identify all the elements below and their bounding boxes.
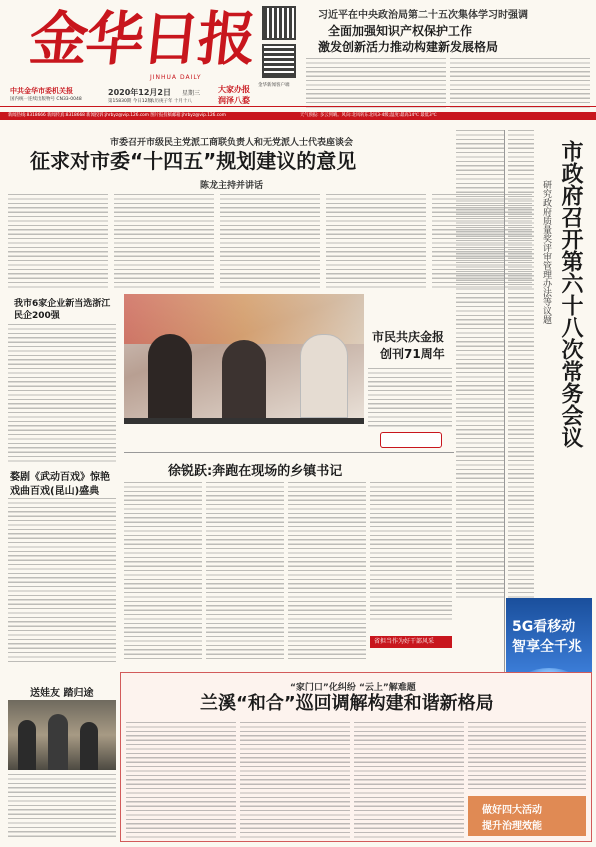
- bottom-story-body: [354, 722, 464, 838]
- issue-number: 第15830期 今日12版: [108, 99, 152, 104]
- contact-line: 新闻热线:8318666 新闻传真:8318668 新闻投诉:jhrbyz@vip.126.com 图片报投稿邮箱:jhrbyz@vip.126.com: [8, 113, 226, 118]
- photo-caption-title-2: 创刊71周年: [380, 347, 445, 361]
- lead-body: [326, 194, 426, 290]
- qr-code-icon: [262, 6, 296, 40]
- vertical-subheadline: 研究政府质量奖评审管理办法等议题: [541, 180, 551, 324]
- bottom-story-body: [240, 722, 350, 838]
- story-opera-title-2: 戏曲百戏(昆山)盛典: [10, 486, 100, 497]
- mid-story-body: [370, 482, 452, 622]
- issue-date: 2020年12月2日: [108, 88, 171, 97]
- mid-tag-label: 省担当作为好干部风采: [374, 638, 435, 645]
- person-figure: [300, 334, 348, 418]
- person-figure: [148, 334, 192, 418]
- top-story-body: [306, 58, 446, 110]
- vertical-headline: 市政府召开第六十八次常务会议: [558, 140, 583, 448]
- lead-body: [8, 194, 108, 290]
- story-opera-title-1: 婺剧《武动百戏》惊艳: [10, 472, 110, 483]
- masthead-logo: 金华日报: [26, 5, 258, 73]
- photo-caption-title-1: 市民共庆金报: [372, 330, 445, 344]
- news-app-logo: [380, 432, 442, 448]
- story-students-body: [8, 774, 116, 840]
- mid-story-body: [124, 482, 202, 662]
- top-story-body: [450, 58, 590, 110]
- publisher-line: 中共金华市委机关报: [10, 87, 73, 95]
- mid-story-body: [206, 482, 284, 662]
- story-students-title: 送娃友 踏归途: [30, 688, 94, 699]
- bottom-tag: [468, 796, 586, 836]
- bottom-story-body: [126, 722, 236, 838]
- story-opera-body: [8, 498, 116, 662]
- story-enterprises-title: 我市6家企业新当选浙江民企200强: [14, 299, 111, 321]
- bottom-tag-line-2: 提升治理效能: [482, 821, 542, 832]
- bottom-headline: 兰溪“和合”巡回调解构建和谐新格局: [200, 693, 494, 714]
- person-figure: [222, 340, 266, 418]
- photo-caption-body: [368, 368, 452, 428]
- cn-number: 国内统一连续出版物号 CN33-0048: [10, 97, 82, 102]
- issue-weekday: 星期三: [182, 90, 201, 97]
- weather-line: 天气预报: 多云到晴。风向:北风转东北风3-4级;温度:最高14℃ 最低3℃: [300, 113, 437, 118]
- lead-kicker: 市委召开市级民主党派工商联负责人和无党派人士代表座谈会: [110, 138, 354, 148]
- anniversary-photo: [124, 294, 364, 418]
- qr-code-icon: [262, 44, 296, 78]
- bottom-kicker: “家门口”化纠纷 “云上”解难题: [290, 683, 416, 693]
- mid-banner-headline: 徐锐跃:奔跑在现场的乡镇书记: [168, 464, 343, 479]
- top-story-headline-2: 激发创新活力推动构建新发展格局: [318, 40, 499, 54]
- lead-subheadline: 陈龙主持并讲话: [200, 181, 264, 191]
- mid-banner-rule: [124, 452, 454, 453]
- mid-tag: [370, 636, 452, 648]
- slogan-1: 大家办报: [218, 85, 250, 94]
- story-enterprises-body: [8, 324, 116, 464]
- person-figure: [80, 722, 98, 770]
- masthead-divider: [0, 106, 596, 107]
- lunar-date: 农历庚子年 十月十八: [150, 99, 192, 104]
- lead-headline: 征求对市委“十四五”规划建议的意见: [30, 149, 357, 173]
- lead-body: [220, 194, 320, 290]
- mid-story-body: [288, 482, 366, 662]
- qr-label: 金华新闻客户端: [258, 83, 290, 88]
- bottom-story-body: [468, 722, 586, 792]
- lead-body: [114, 194, 214, 290]
- anniversary-photo-strip: [124, 418, 364, 424]
- column-divider: [504, 130, 505, 720]
- right-column-body: [508, 130, 534, 600]
- masthead: [0, 0, 596, 126]
- right-column-body: [456, 130, 504, 600]
- person-figure: [48, 714, 68, 770]
- ad-headline: 5G看移动: [512, 619, 576, 635]
- slogan-2: 润泽八婺: [218, 96, 250, 105]
- person-figure: [18, 720, 36, 770]
- top-story-kicker: 习近平在中央政治局第二十五次集体学习时强调: [318, 10, 528, 21]
- top-story-headline-1: 全面加强知识产权保护工作: [328, 24, 473, 38]
- bottom-tag-line-1: 做好四大活动: [482, 805, 542, 816]
- ad-subheadline: 智享全千兆: [512, 639, 582, 655]
- students-photo: [8, 700, 116, 770]
- masthead-pinyin: JINHUA DAILY: [150, 74, 202, 81]
